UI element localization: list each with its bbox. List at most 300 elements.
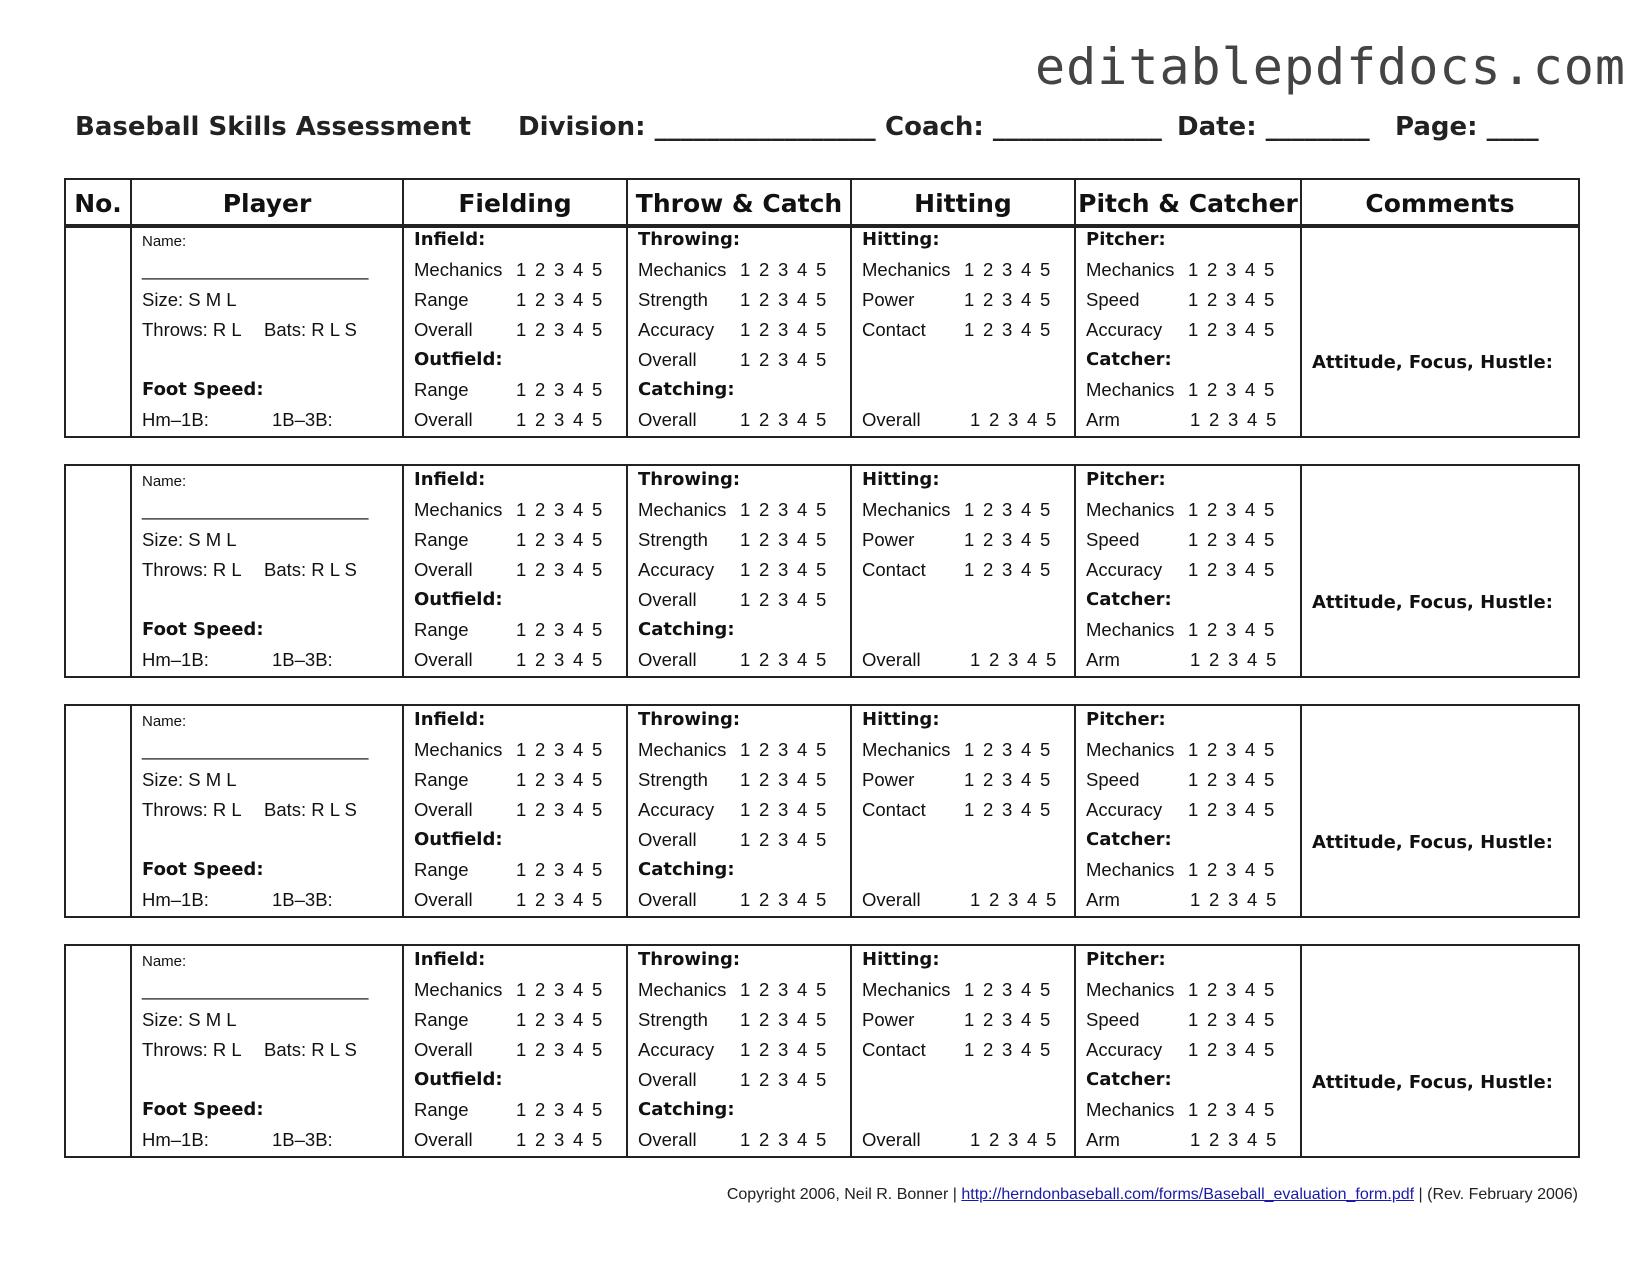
rating-option[interactable]: 2 — [759, 1129, 770, 1150]
rating-option[interactable]: 4 — [797, 349, 808, 370]
rating-option[interactable]: 5 — [1266, 1129, 1277, 1150]
rating-option[interactable]: 3 — [1228, 889, 1239, 910]
rating-scale[interactable] — [516, 1006, 611, 1034]
rating-option[interactable]: 1 — [516, 859, 527, 880]
rating-scale[interactable] — [1188, 856, 1283, 884]
rating-option[interactable]: 3 — [1002, 1039, 1013, 1060]
rating-option[interactable]: 5 — [816, 739, 827, 760]
rating-option[interactable]: 1 — [1188, 739, 1199, 760]
rating-option[interactable]: 4 — [1245, 739, 1256, 760]
rating-scale[interactable] — [516, 1036, 611, 1064]
rating-option[interactable]: 5 — [592, 1039, 603, 1060]
rating-option[interactable]: 5 — [1264, 289, 1275, 310]
rating-option[interactable]: 1 — [740, 829, 751, 850]
rating-option[interactable]: 2 — [759, 529, 770, 550]
division-field[interactable]: Division: _________________ — [518, 112, 876, 142]
rating-option[interactable]: 3 — [1226, 739, 1237, 760]
rating-option[interactable]: 5 — [592, 559, 603, 580]
rating-option[interactable]: 1 — [964, 1039, 975, 1060]
rating-scale[interactable] — [740, 736, 835, 764]
rating-option[interactable]: 3 — [778, 349, 789, 370]
rating-option[interactable]: 2 — [1209, 409, 1220, 430]
rating-option[interactable]: 1 — [740, 319, 751, 340]
throws-choice[interactable]: Throws: R L — [142, 559, 242, 580]
rating-option[interactable]: 2 — [1207, 769, 1218, 790]
rating-option[interactable]: 2 — [759, 499, 770, 520]
rating-scale[interactable] — [516, 856, 611, 884]
size-choice[interactable]: Size: S M L — [142, 289, 237, 310]
rating-option[interactable]: 3 — [554, 1039, 565, 1060]
rating-option[interactable]: 3 — [1228, 409, 1239, 430]
rating-option[interactable]: 2 — [535, 409, 546, 430]
rating-option[interactable]: 5 — [1040, 529, 1051, 550]
rating-option[interactable]: 5 — [816, 529, 827, 550]
rating-option[interactable]: 3 — [778, 829, 789, 850]
rating-scale[interactable] — [516, 976, 611, 1004]
rating-option[interactable]: 4 — [797, 1069, 808, 1090]
rating-option[interactable]: 2 — [535, 889, 546, 910]
rating-option[interactable]: 4 — [797, 589, 808, 610]
rating-scale[interactable] — [1188, 286, 1283, 314]
rating-option[interactable]: 5 — [816, 799, 827, 820]
rating-option[interactable]: 1 — [516, 739, 527, 760]
rating-option[interactable]: 1 — [740, 529, 751, 550]
rating-option[interactable]: 4 — [573, 649, 584, 670]
rating-option[interactable]: 4 — [1021, 769, 1032, 790]
rating-option[interactable]: 4 — [797, 559, 808, 580]
rating-option[interactable]: 5 — [1264, 499, 1275, 520]
rating-option[interactable]: 2 — [1207, 1039, 1218, 1060]
rating-option[interactable]: 1 — [1188, 319, 1199, 340]
rating-option[interactable]: 4 — [797, 799, 808, 820]
rating-option[interactable]: 5 — [592, 739, 603, 760]
rating-option[interactable]: 2 — [759, 289, 770, 310]
rating-option[interactable]: 3 — [1008, 889, 1019, 910]
rating-scale[interactable] — [1188, 796, 1283, 824]
rating-option[interactable]: 4 — [797, 1039, 808, 1060]
rating-option[interactable]: 4 — [573, 739, 584, 760]
rating-option[interactable]: 1 — [516, 289, 527, 310]
rating-option[interactable]: 4 — [1027, 649, 1038, 670]
rating-option[interactable]: 3 — [554, 859, 565, 880]
rating-option[interactable]: 2 — [1207, 259, 1218, 280]
rating-option[interactable]: 2 — [535, 1099, 546, 1120]
rating-option[interactable]: 1 — [964, 529, 975, 550]
rating-option[interactable]: 4 — [573, 259, 584, 280]
rating-option[interactable]: 1 — [1188, 559, 1199, 580]
rating-option[interactable]: 5 — [1264, 859, 1275, 880]
rating-option[interactable]: 4 — [1021, 1009, 1032, 1030]
rating-scale[interactable] — [964, 766, 1059, 794]
bats-choice[interactable]: Bats: R L S — [264, 319, 357, 340]
size-choice[interactable]: Size: S M L — [142, 1009, 237, 1030]
rating-option[interactable]: 4 — [573, 979, 584, 1000]
rating-option[interactable]: 2 — [759, 769, 770, 790]
rating-option[interactable]: 2 — [535, 1129, 546, 1150]
rating-option[interactable]: 1 — [516, 979, 527, 1000]
rating-option[interactable]: 5 — [1264, 769, 1275, 790]
rating-option[interactable]: 5 — [1264, 979, 1275, 1000]
rating-option[interactable]: 1 — [1188, 799, 1199, 820]
rating-option[interactable]: 4 — [797, 409, 808, 430]
rating-option[interactable]: 2 — [983, 289, 994, 310]
rating-option[interactable]: 5 — [592, 979, 603, 1000]
rating-option[interactable]: 5 — [1264, 379, 1275, 400]
rating-scale[interactable] — [1190, 886, 1285, 914]
rating-option[interactable]: 3 — [1226, 289, 1237, 310]
rating-option[interactable]: 5 — [1264, 619, 1275, 640]
rating-option[interactable]: 3 — [1226, 619, 1237, 640]
rating-scale[interactable] — [740, 406, 835, 434]
rating-option[interactable]: 2 — [535, 739, 546, 760]
rating-option[interactable]: 1 — [1188, 259, 1199, 280]
rating-option[interactable]: 4 — [573, 379, 584, 400]
rating-scale[interactable] — [740, 1006, 835, 1034]
rating-option[interactable]: 2 — [1207, 799, 1218, 820]
rating-option[interactable]: 2 — [983, 739, 994, 760]
rating-option[interactable]: 1 — [516, 379, 527, 400]
rating-option[interactable]: 5 — [816, 1009, 827, 1030]
rating-scale[interactable] — [740, 646, 835, 674]
rating-option[interactable]: 3 — [554, 499, 565, 520]
rating-option[interactable]: 2 — [1207, 499, 1218, 520]
rating-option[interactable]: 1 — [516, 619, 527, 640]
rating-option[interactable]: 1 — [740, 559, 751, 580]
throws-choice[interactable]: Throws: R L — [142, 319, 242, 340]
rating-scale[interactable] — [740, 256, 835, 284]
rating-option[interactable]: 1 — [1188, 379, 1199, 400]
rating-option[interactable]: 4 — [573, 619, 584, 640]
rating-option[interactable]: 1 — [740, 799, 751, 820]
rating-option[interactable]: 1 — [740, 979, 751, 1000]
rating-option[interactable]: 3 — [1002, 799, 1013, 820]
rating-option[interactable]: 1 — [1188, 859, 1199, 880]
rating-option[interactable]: 3 — [1226, 499, 1237, 520]
size-choice[interactable]: Size: S M L — [142, 529, 237, 550]
rating-option[interactable]: 3 — [554, 889, 565, 910]
rating-scale[interactable] — [516, 1126, 611, 1154]
rating-option[interactable]: 1 — [740, 259, 751, 280]
rating-option[interactable]: 1 — [1188, 1099, 1199, 1120]
rating-option[interactable]: 3 — [778, 559, 789, 580]
rating-scale[interactable] — [740, 1036, 835, 1064]
rating-option[interactable]: 4 — [797, 499, 808, 520]
rating-option[interactable]: 4 — [573, 859, 584, 880]
rating-scale[interactable] — [516, 796, 611, 824]
rating-scale[interactable] — [964, 496, 1059, 524]
rating-option[interactable]: 3 — [554, 289, 565, 310]
rating-scale[interactable] — [970, 886, 1065, 914]
rating-option[interactable]: 1 — [970, 1129, 981, 1150]
rating-option[interactable]: 2 — [1207, 1009, 1218, 1030]
rating-option[interactable]: 4 — [573, 529, 584, 550]
rating-scale[interactable] — [1190, 406, 1285, 434]
rating-option[interactable]: 4 — [573, 1039, 584, 1060]
rating-scale[interactable] — [740, 586, 835, 614]
rating-option[interactable]: 1 — [1188, 1039, 1199, 1060]
rating-option[interactable]: 2 — [989, 409, 1000, 430]
rating-option[interactable]: 3 — [554, 769, 565, 790]
rating-option[interactable]: 1 — [1188, 289, 1199, 310]
rating-option[interactable]: 4 — [1245, 1099, 1256, 1120]
rating-option[interactable]: 5 — [1264, 1099, 1275, 1120]
rating-option[interactable]: 5 — [592, 859, 603, 880]
rating-scale[interactable] — [516, 286, 611, 314]
rating-option[interactable]: 2 — [759, 589, 770, 610]
rating-option[interactable]: 4 — [797, 829, 808, 850]
rating-option[interactable]: 2 — [535, 379, 546, 400]
rating-scale[interactable] — [740, 796, 835, 824]
rating-scale[interactable] — [516, 316, 611, 344]
rating-option[interactable]: 5 — [592, 499, 603, 520]
rating-option[interactable]: 5 — [592, 529, 603, 550]
rating-option[interactable]: 2 — [759, 979, 770, 1000]
rating-option[interactable]: 4 — [573, 319, 584, 340]
rating-option[interactable]: 4 — [573, 559, 584, 580]
rating-option[interactable]: 1 — [740, 589, 751, 610]
rating-option[interactable]: 5 — [592, 889, 603, 910]
rating-option[interactable]: 5 — [816, 829, 827, 850]
name-line[interactable]: ______________________ — [142, 979, 369, 1000]
rating-option[interactable]: 4 — [573, 1099, 584, 1120]
rating-option[interactable]: 3 — [1226, 859, 1237, 880]
rating-option[interactable]: 4 — [573, 889, 584, 910]
rating-scale[interactable] — [1188, 376, 1283, 404]
rating-option[interactable]: 4 — [573, 409, 584, 430]
rating-option[interactable]: 4 — [1021, 289, 1032, 310]
rating-option[interactable]: 1 — [740, 649, 751, 670]
rating-scale[interactable] — [1188, 526, 1283, 554]
rating-option[interactable]: 1 — [964, 769, 975, 790]
rating-option[interactable]: 4 — [573, 1009, 584, 1030]
number-cell[interactable] — [65, 465, 131, 677]
rating-scale[interactable] — [740, 886, 835, 914]
rating-option[interactable]: 3 — [1002, 289, 1013, 310]
rating-option[interactable]: 5 — [816, 499, 827, 520]
rating-option[interactable]: 4 — [573, 1129, 584, 1150]
rating-option[interactable]: 5 — [816, 769, 827, 790]
rating-option[interactable]: 2 — [759, 649, 770, 670]
rating-option[interactable]: 5 — [1040, 739, 1051, 760]
rating-option[interactable]: 2 — [1207, 319, 1218, 340]
rating-option[interactable]: 2 — [1207, 859, 1218, 880]
rating-scale[interactable] — [1188, 1096, 1283, 1124]
rating-option[interactable]: 5 — [1264, 1039, 1275, 1060]
rating-option[interactable]: 1 — [740, 769, 751, 790]
rating-scale[interactable] — [516, 616, 611, 644]
rating-option[interactable]: 1 — [516, 499, 527, 520]
rating-option[interactable]: 1 — [516, 649, 527, 670]
rating-option[interactable]: 3 — [554, 799, 565, 820]
rating-option[interactable]: 1 — [1190, 889, 1201, 910]
rating-option[interactable]: 3 — [1226, 259, 1237, 280]
rating-option[interactable]: 5 — [592, 619, 603, 640]
rating-option[interactable]: 5 — [1040, 289, 1051, 310]
rating-option[interactable]: 2 — [1209, 889, 1220, 910]
rating-option[interactable]: 4 — [1245, 529, 1256, 550]
rating-option[interactable]: 5 — [1040, 259, 1051, 280]
rating-option[interactable]: 3 — [778, 739, 789, 760]
rating-option[interactable]: 4 — [1021, 319, 1032, 340]
rating-option[interactable]: 5 — [592, 1009, 603, 1030]
rating-scale[interactable] — [740, 526, 835, 554]
rating-scale[interactable] — [964, 1036, 1059, 1064]
rating-option[interactable]: 2 — [1207, 529, 1218, 550]
rating-option[interactable]: 2 — [759, 799, 770, 820]
rating-option[interactable]: 3 — [778, 319, 789, 340]
rating-option[interactable]: 5 — [816, 1039, 827, 1060]
rating-option[interactable]: 2 — [983, 499, 994, 520]
comments-cell[interactable] — [1301, 705, 1579, 917]
rating-option[interactable]: 2 — [983, 769, 994, 790]
rating-option[interactable]: 4 — [797, 319, 808, 340]
rating-option[interactable]: 2 — [759, 1069, 770, 1090]
rating-option[interactable]: 4 — [1245, 769, 1256, 790]
rating-option[interactable]: 1 — [970, 889, 981, 910]
rating-option[interactable]: 1 — [1188, 619, 1199, 640]
rating-option[interactable]: 5 — [1040, 1009, 1051, 1030]
rating-option[interactable]: 2 — [535, 769, 546, 790]
rating-option[interactable]: 4 — [797, 529, 808, 550]
name-line[interactable]: ______________________ — [142, 259, 369, 280]
rating-option[interactable]: 4 — [1247, 409, 1258, 430]
rating-option[interactable]: 3 — [554, 739, 565, 760]
rating-option[interactable]: 1 — [964, 739, 975, 760]
page-field[interactable]: Page: ____ — [1395, 112, 1539, 142]
rating-option[interactable]: 5 — [1264, 1009, 1275, 1030]
rating-option[interactable]: 3 — [1002, 259, 1013, 280]
rating-scale[interactable] — [964, 1006, 1059, 1034]
rating-option[interactable]: 1 — [970, 649, 981, 670]
rating-option[interactable]: 3 — [1226, 769, 1237, 790]
rating-option[interactable]: 1 — [516, 769, 527, 790]
number-cell[interactable] — [65, 705, 131, 917]
rating-option[interactable]: 1 — [964, 289, 975, 310]
rating-scale[interactable] — [740, 556, 835, 584]
name-line[interactable]: ______________________ — [142, 739, 369, 760]
rating-option[interactable]: 3 — [778, 409, 789, 430]
rating-option[interactable]: 3 — [1002, 979, 1013, 1000]
rating-option[interactable]: 2 — [535, 649, 546, 670]
rating-option[interactable]: 5 — [1266, 409, 1277, 430]
rating-option[interactable]: 3 — [554, 529, 565, 550]
rating-option[interactable]: 2 — [535, 1039, 546, 1060]
rating-scale[interactable] — [516, 1096, 611, 1124]
rating-option[interactable]: 3 — [554, 559, 565, 580]
rating-scale[interactable] — [964, 736, 1059, 764]
rating-option[interactable]: 3 — [778, 289, 789, 310]
rating-option[interactable]: 1 — [516, 889, 527, 910]
rating-option[interactable]: 2 — [535, 1009, 546, 1030]
rating-option[interactable]: 2 — [1207, 739, 1218, 760]
rating-scale[interactable] — [964, 976, 1059, 1004]
rating-scale[interactable] — [740, 976, 835, 1004]
rating-option[interactable]: 5 — [592, 409, 603, 430]
rating-option[interactable]: 4 — [1027, 889, 1038, 910]
rating-option[interactable]: 4 — [797, 289, 808, 310]
rating-option[interactable]: 2 — [759, 1039, 770, 1060]
rating-option[interactable]: 5 — [1264, 559, 1275, 580]
rating-option[interactable]: 5 — [1264, 529, 1275, 550]
rating-option[interactable]: 1 — [740, 289, 751, 310]
rating-option[interactable]: 5 — [1266, 889, 1277, 910]
rating-option[interactable]: 5 — [816, 259, 827, 280]
rating-option[interactable]: 4 — [1245, 859, 1256, 880]
rating-option[interactable]: 5 — [1046, 889, 1057, 910]
rating-option[interactable]: 5 — [1040, 559, 1051, 580]
rating-option[interactable]: 2 — [759, 559, 770, 580]
rating-option[interactable]: 3 — [1226, 979, 1237, 1000]
rating-option[interactable]: 5 — [816, 889, 827, 910]
rating-option[interactable]: 3 — [1226, 1039, 1237, 1060]
rating-option[interactable]: 3 — [778, 499, 789, 520]
rating-option[interactable]: 1 — [1190, 649, 1201, 670]
rating-option[interactable]: 1 — [516, 1099, 527, 1120]
rating-option[interactable]: 5 — [1040, 799, 1051, 820]
rating-option[interactable]: 5 — [1040, 979, 1051, 1000]
rating-scale[interactable] — [970, 1126, 1065, 1154]
rating-option[interactable]: 1 — [740, 1069, 751, 1090]
rating-option[interactable]: 3 — [554, 649, 565, 670]
rating-scale[interactable] — [740, 826, 835, 854]
rating-option[interactable]: 5 — [592, 1099, 603, 1120]
rating-option[interactable]: 4 — [1245, 559, 1256, 580]
rating-option[interactable]: 1 — [1190, 1129, 1201, 1150]
rating-scale[interactable] — [1188, 766, 1283, 794]
comments-cell[interactable] — [1301, 945, 1579, 1157]
rating-option[interactable]: 4 — [1247, 889, 1258, 910]
rating-option[interactable]: 1 — [964, 799, 975, 820]
rating-option[interactable]: 4 — [1247, 1129, 1258, 1150]
rating-option[interactable]: 1 — [516, 529, 527, 550]
rating-scale[interactable] — [516, 736, 611, 764]
rating-scale[interactable] — [1188, 976, 1283, 1004]
rating-option[interactable]: 2 — [983, 979, 994, 1000]
rating-option[interactable]: 2 — [759, 829, 770, 850]
rating-option[interactable]: 3 — [778, 529, 789, 550]
rating-option[interactable]: 4 — [1245, 319, 1256, 340]
rating-scale[interactable] — [1188, 316, 1283, 344]
rating-option[interactable]: 2 — [535, 289, 546, 310]
rating-option[interactable]: 5 — [1040, 499, 1051, 520]
rating-option[interactable]: 2 — [1207, 1099, 1218, 1120]
rating-scale[interactable] — [1188, 556, 1283, 584]
rating-option[interactable]: 5 — [1046, 649, 1057, 670]
rating-option[interactable]: 3 — [778, 889, 789, 910]
rating-option[interactable]: 1 — [1188, 979, 1199, 1000]
rating-scale[interactable] — [740, 286, 835, 314]
throws-choice[interactable]: Throws: R L — [142, 1039, 242, 1060]
rating-option[interactable]: 5 — [592, 379, 603, 400]
rating-option[interactable]: 2 — [1207, 289, 1218, 310]
rating-option[interactable]: 2 — [759, 409, 770, 430]
rating-option[interactable]: 1 — [740, 1129, 751, 1150]
rating-option[interactable]: 1 — [964, 979, 975, 1000]
rating-option[interactable]: 1 — [516, 409, 527, 430]
rating-option[interactable]: 3 — [1008, 1129, 1019, 1150]
rating-option[interactable]: 4 — [797, 739, 808, 760]
rating-scale[interactable] — [964, 556, 1059, 584]
rating-option[interactable]: 2 — [983, 319, 994, 340]
rating-option[interactable]: 4 — [1247, 649, 1258, 670]
rating-option[interactable]: 3 — [1226, 1009, 1237, 1030]
rating-option[interactable]: 3 — [778, 589, 789, 610]
rating-option[interactable]: 3 — [1002, 769, 1013, 790]
rating-option[interactable]: 5 — [1264, 319, 1275, 340]
rating-scale[interactable] — [1188, 1006, 1283, 1034]
rating-scale[interactable] — [1190, 646, 1285, 674]
rating-scale[interactable] — [516, 526, 611, 554]
